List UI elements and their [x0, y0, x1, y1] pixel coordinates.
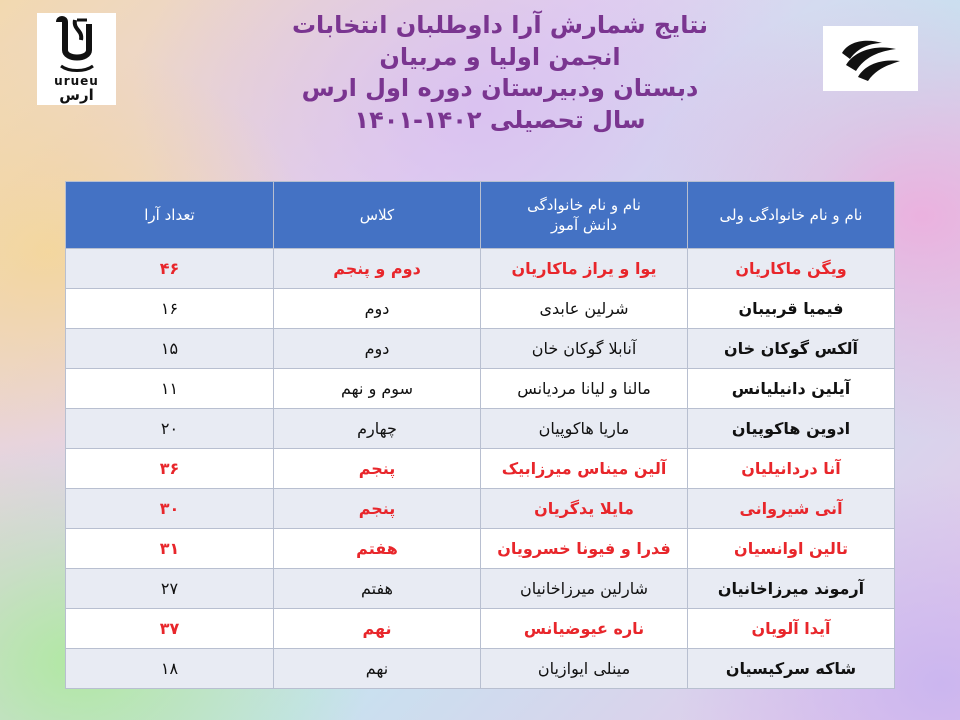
student-name-cell: مایلا یدگریان [481, 489, 688, 529]
table-row [66, 529, 895, 569]
parent-name-cell: فیمیا قربیبان [688, 289, 895, 329]
table-row [66, 449, 895, 489]
logo-latin-text: urueu [54, 74, 99, 88]
header-student-line-1: نام و نام خانوادگی [527, 196, 641, 214]
student-name-cell: مالنا و لیانا مردیانس [481, 369, 688, 409]
parent-name-cell: تالین اوانسیان [688, 529, 895, 569]
votes-cell: ۴۶ [66, 249, 274, 289]
header-parent-name: نام و نام خانوادگی ولی [688, 182, 895, 249]
student-name-cell: ماریا هاکوپیان [481, 409, 688, 449]
student-name-cell: آنابلا گوکان خان [481, 329, 688, 369]
votes-cell: ۳۱ [66, 529, 274, 569]
title-line-1: نتایج شمارش آرا داوطلبان انتخابات [291, 11, 709, 39]
parent-name-cell: آلکس گوکان خان [688, 329, 895, 369]
table-row [66, 369, 895, 409]
votes-cell: ۲۷ [66, 569, 274, 609]
parent-name-cell: ویگن ماکاریان [688, 249, 895, 289]
student-name-cell: شرلین عابدی [481, 289, 688, 329]
student-name-cell: ناره عیوضیانس [481, 609, 688, 649]
class-cell: پنجم [274, 449, 481, 489]
page-title [230, 10, 770, 136]
votes-cell: ۱۸ [66, 649, 274, 689]
class-cell: سوم و نهم [274, 369, 481, 409]
table-header-row [66, 182, 895, 249]
parent-name-cell: آنی شیروانی [688, 489, 895, 529]
class-cell: دوم [274, 329, 481, 369]
parent-name-cell: آیدا آلویان [688, 609, 895, 649]
student-name-cell: آلین میناس میرزابیک [481, 449, 688, 489]
school-emblem-icon [49, 16, 105, 74]
logo-farsi-text: ارس [59, 86, 94, 104]
header-class: کلاس [274, 182, 481, 249]
table-row [66, 569, 895, 609]
class-cell: چهارم [274, 409, 481, 449]
parent-name-cell: شاکه سرکیسیان [688, 649, 895, 689]
votes-cell: ۲۰ [66, 409, 274, 449]
table-row [66, 289, 895, 329]
student-name-cell: شارلین میرزاخانیان [481, 569, 688, 609]
class-cell: دوم و پنجم [274, 249, 481, 289]
table-row [66, 489, 895, 529]
parent-name-cell: ادوین هاکوپیان [688, 409, 895, 449]
student-name-cell: مینلی ایوازیان [481, 649, 688, 689]
votes-cell: ۱۶ [66, 289, 274, 329]
table-row [66, 649, 895, 689]
votes-cell: ۱۱ [66, 369, 274, 409]
header-votes: تعداد آرا [66, 182, 274, 249]
parent-name-cell: آیلین دانیلیانس [688, 369, 895, 409]
class-cell: دوم [274, 289, 481, 329]
votes-cell: ۳۶ [66, 449, 274, 489]
stripes-emblem-icon [836, 33, 906, 85]
table-row [66, 409, 895, 449]
student-name-cell: یوا و یراز ماکاریان [481, 249, 688, 289]
class-cell: پنجم [274, 489, 481, 529]
votes-cell: ۳۷ [66, 609, 274, 649]
parent-name-cell: آنا دردانیلیان [688, 449, 895, 489]
table-row [66, 249, 895, 289]
student-name-cell: فدرا و فیونا خسرویان [481, 529, 688, 569]
class-cell: هفتم [274, 569, 481, 609]
title-line-3: دبستان ودبیرستان دوره اول ارس [301, 74, 699, 102]
table-row [66, 329, 895, 369]
votes-cell: ۱۵ [66, 329, 274, 369]
header-student-name [481, 182, 688, 249]
votes-cell: ۳۰ [66, 489, 274, 529]
header-student-line-2: دانش آموز [550, 216, 618, 234]
table-row [66, 609, 895, 649]
partner-logo [823, 26, 918, 91]
class-cell: نهم [274, 649, 481, 689]
school-logo [37, 13, 116, 105]
title-line-2: انجمن اولیا و مربیان [379, 42, 621, 71]
parent-name-cell: آرموند میرزاخانیان [688, 569, 895, 609]
election-results-table [65, 181, 895, 689]
class-cell: نهم [274, 609, 481, 649]
class-cell: هفتم [274, 529, 481, 569]
title-line-4: سال تحصیلی ۱۴۰۲-۱۴۰۱ [354, 105, 646, 134]
